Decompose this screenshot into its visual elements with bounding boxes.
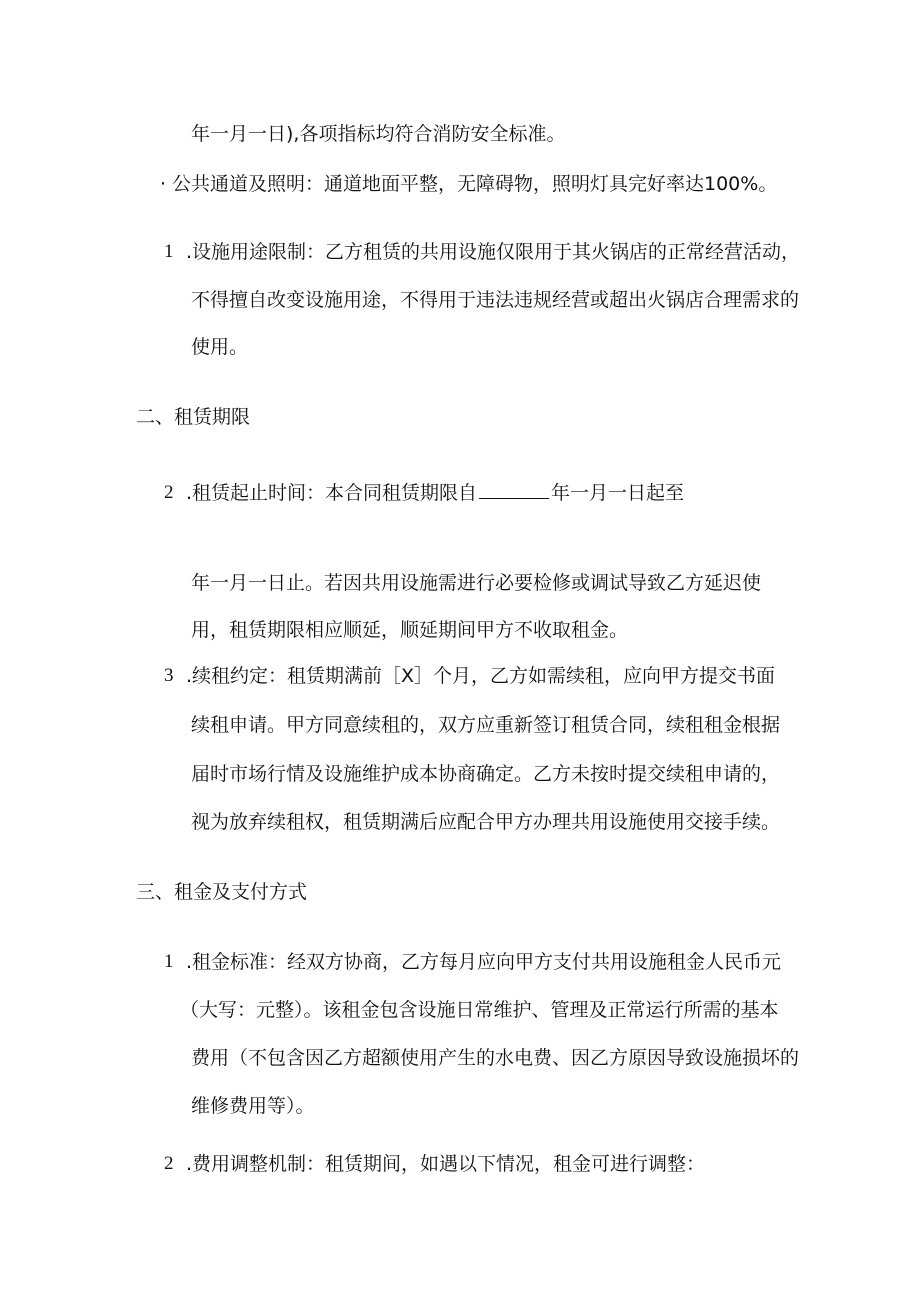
lease-period-text-before: .租赁起止时间：本合同租赁期限自	[186, 482, 478, 504]
rent-standard-line-3: 费用（不包含因乙方超额使用产生的水电费、因乙方原因导致设施损坏的	[191, 1047, 800, 1069]
section-heading-rent-payment: 三、租金及支付方式	[136, 881, 308, 903]
fee-adjustment-line-1: .费用调整机制：租赁期间，如遇以下情况，租金可进行调整：	[186, 1153, 706, 1175]
usage-line-3: 使用。	[191, 336, 249, 358]
item-number: 2	[164, 482, 174, 503]
rent-standard-line-4: 维修费用等）。	[191, 1095, 315, 1117]
lease-period-line-1	[186, 481, 684, 505]
renewal-line-2: 续租申请。甲方同意续租的，双方应重新签订租赁合同，续租租金根据	[191, 714, 781, 736]
lease-period-line-3: 用，租赁期限相应顺延，顺延期间甲方不收取租金。	[191, 619, 629, 641]
renewal-line-1: .续租约定：租赁期满前［X］个月，乙方如需续租，应向甲方提交书面	[186, 665, 776, 687]
continued-line: 年一月一日),各项指标均符合消防安全标准。	[191, 123, 566, 145]
bullet-marker: ·	[160, 173, 167, 195]
item-number: 1	[164, 951, 174, 972]
usage-line-1: .设施用途限制：乙方租赁的共用设施仅限用于其火锅店的正常经营活动，	[186, 241, 801, 263]
lease-period-line-2: 年一月一日止。若因共用设施需进行必要检修或调试导致乙方延迟使	[191, 572, 762, 594]
item-number: 1	[164, 241, 174, 262]
renewal-line-4: 视为放弃续租权，租赁期满后应配合甲方办理共用设施使用交接手续。	[191, 811, 781, 833]
public-passage-text: 公共通道及照明：通道地面平整，无障碍物，照明灯具完好率达100%。	[172, 173, 778, 195]
usage-line-2: 不得擅自改变设施用途，不得用于违法违规经营或超出火锅店合理需求的	[191, 289, 800, 311]
blank-underline	[479, 482, 549, 499]
item-number: 2	[164, 1153, 174, 1174]
section-heading-lease-term: 二、租赁期限	[136, 406, 251, 428]
rent-standard-line-1: .租金标准：经双方协商，乙方每月应向甲方支付共用设施租金人民币元	[186, 951, 782, 973]
lease-period-text-after: 年一月一日起至	[551, 482, 685, 504]
renewal-line-3: 届时市场行情及设施维护成本协商确定。乙方未按时提交续租申请的，	[191, 763, 781, 785]
item-number: 3	[164, 665, 174, 686]
rent-standard-line-2: （大写：元整）。该租金包含设施日常维护、管理及正常运行所需的基本	[180, 999, 779, 1021]
